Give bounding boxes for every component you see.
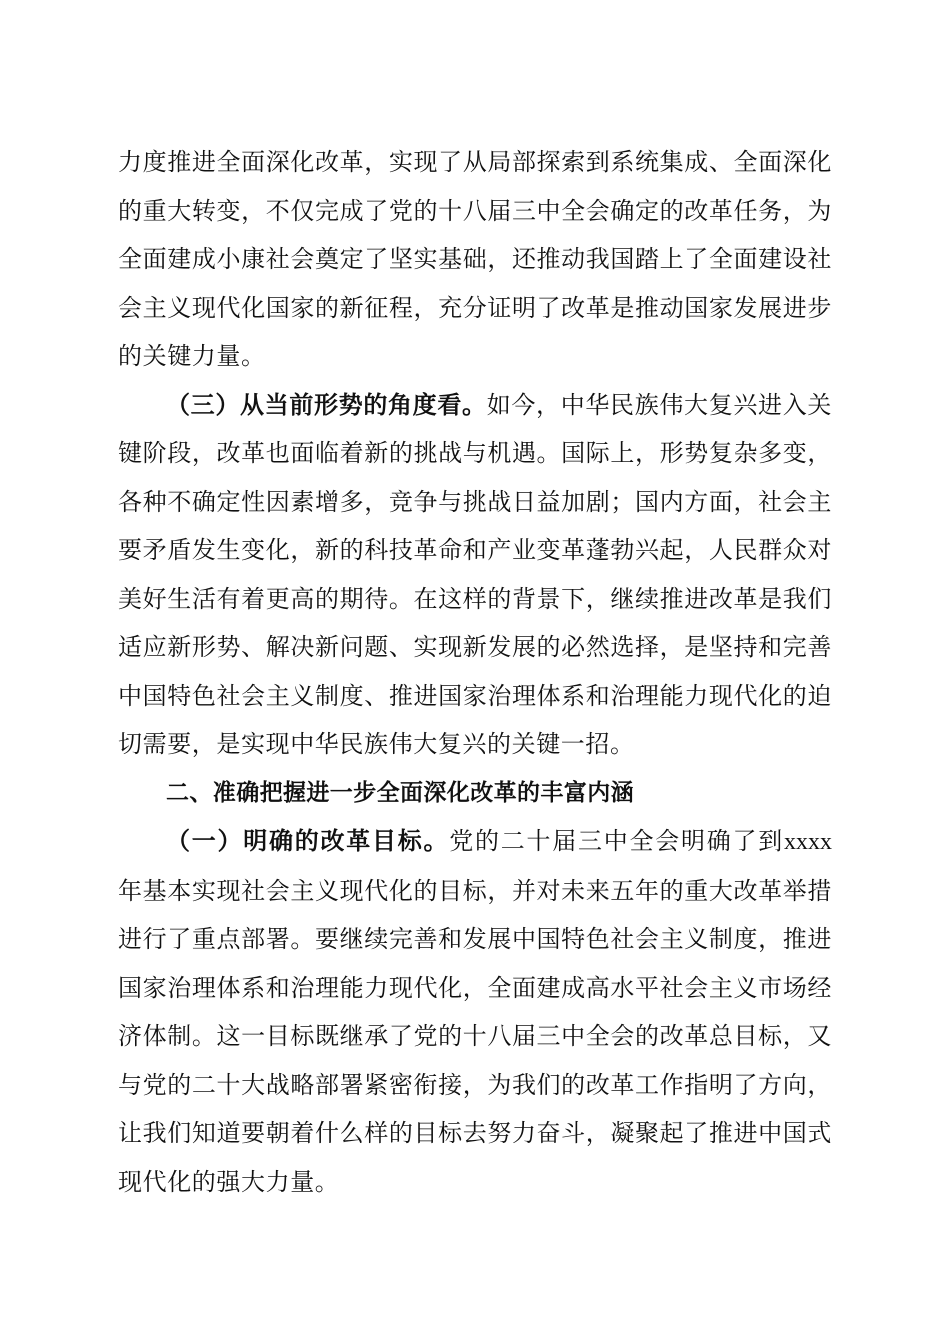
subsection-heading-one: （一）明确的改革目标。 (166, 826, 450, 855)
paragraph-text: 力度推进全面深化改革，实现了从局部探索到系统集成、全面深化的重大转变，不仅完成了党的十八届三中全会确定的改革任务，为全面建成小康社会奠定了坚实基础，还推动我国踏上了全面建设社会主义现代化国家的新征程，充分证明了改革是推动国家发展进步的关键力量。 (118, 148, 832, 370)
paragraph-text: 年基本实现社会主义现代化的目标，并对未来五年的重大改革举措进行了重点部署。要继续完善和发展中国特色社会主义制度，推进国家治理体系和治理能力现代化，全面建成高水平社会主义市场经济体制。这一目标既继承了党的十八届三中全会的改革总目标，又与党的二十大战略部署紧密衔接，为我们的改革工作指明了方向，让我们知道要朝着什么样的目标去努力奋斗，凝聚起了推进中国式现代化的强大力量。 (118, 876, 832, 1196)
year-placeholder: xxxx (784, 829, 832, 855)
paragraph-text: 党的二十届三中全会明确了到 (449, 827, 784, 855)
subsection-heading-three: （三）从当前形势的角度看。 (166, 389, 487, 419)
paragraph-reform-results (118, 138, 832, 381)
paragraph-reform-goal (118, 817, 832, 1206)
document-body (118, 138, 832, 1206)
paragraph-text: 如今，中华民族伟大复兴进入关键阶段，改革也面临着新的挑战与机遇。国际上，形势复杂多变，各种不确定性因素增多，竞争与挑战日益加剧；国内方面，社会主要矛盾发生变化，新的科技革命和产业变革蓬勃兴起，人民群众对美好生活有着更高的期待。在这样的背景下，继续推进改革是我们适应新形势、解决新问题、实现新发展的必然选择，是坚持和完善中国特色社会主义制度、推进国家治理体系和治理能力现代化的迫切需要，是实现中华民族伟大复兴的关键一招。 (118, 390, 832, 758)
paragraph-current-situation (118, 381, 832, 769)
section-heading-two: 二、准确把握进一步全面深化改革的丰富内涵 (166, 779, 634, 806)
